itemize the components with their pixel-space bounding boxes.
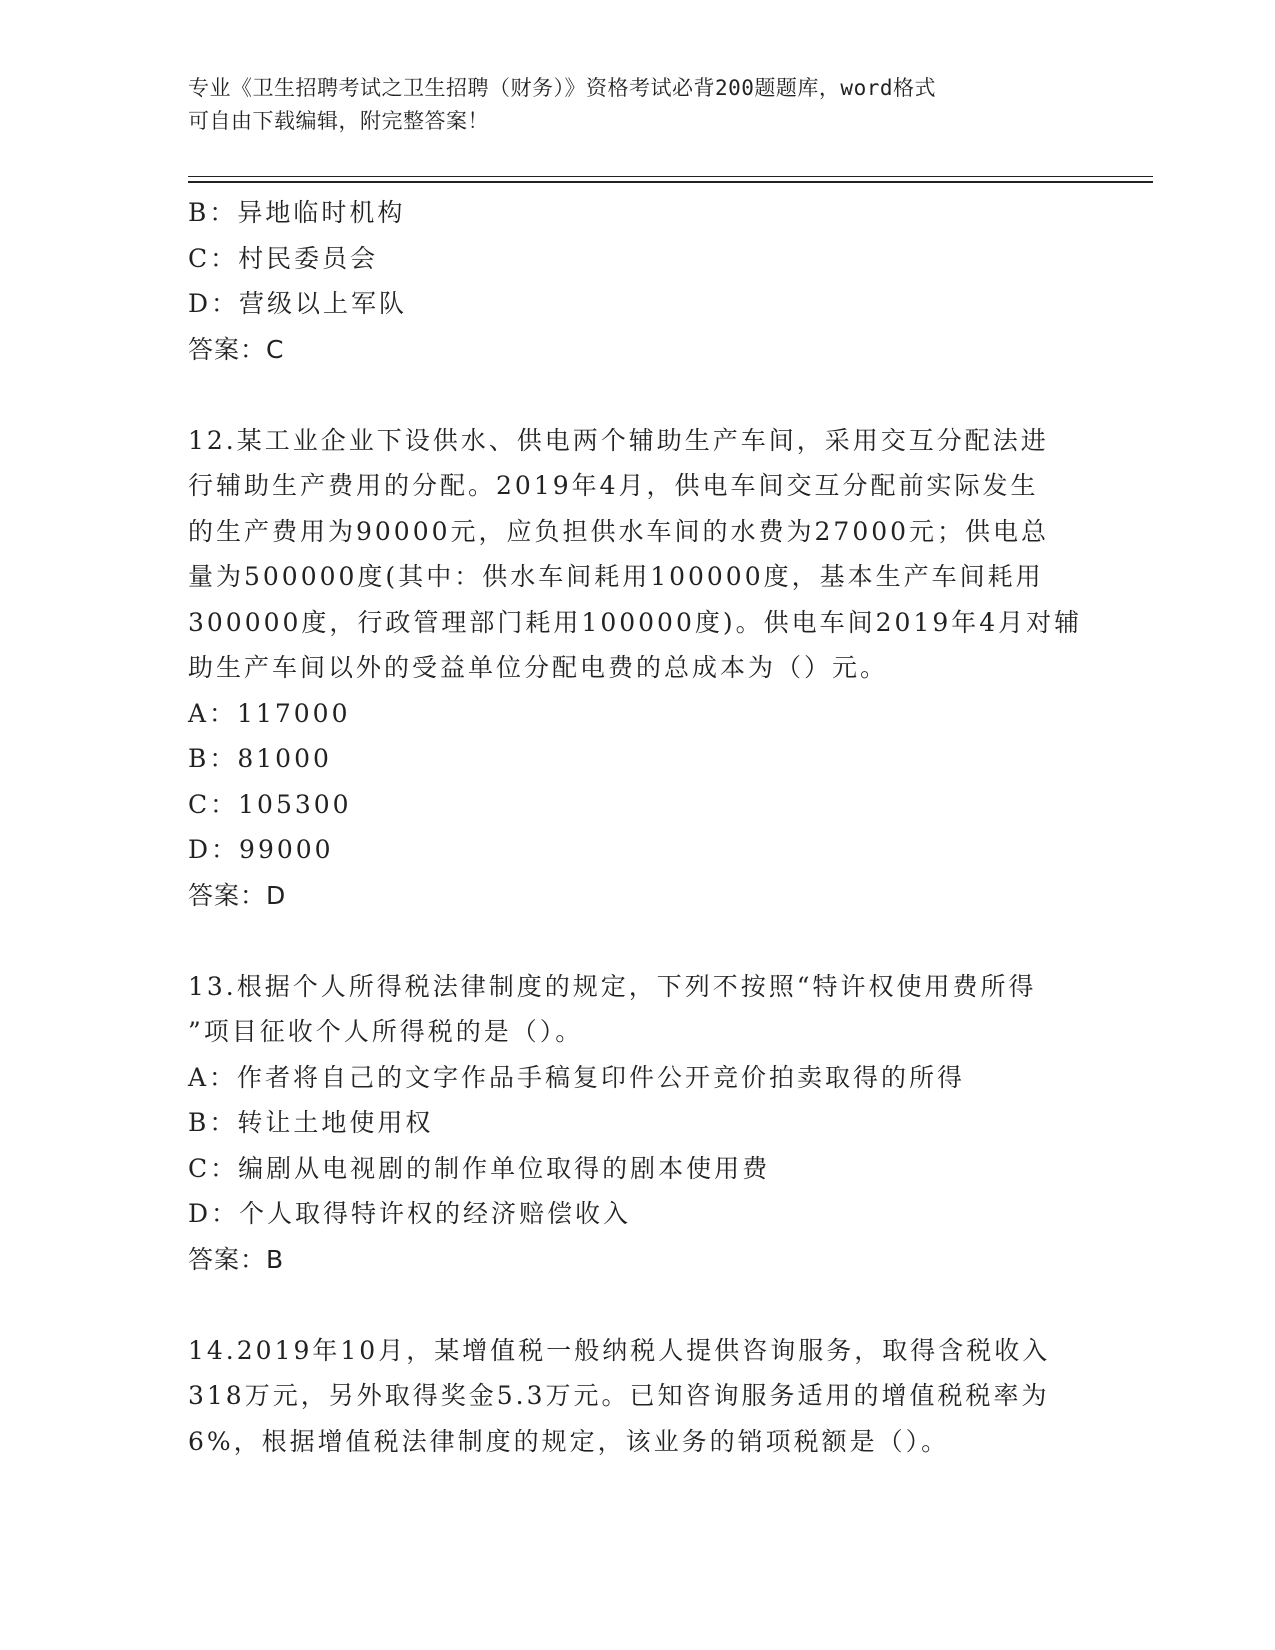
question-text-line: 行辅助生产费用的分配。2019年4月，供电车间交互分配前实际发生 (188, 471, 1039, 500)
question-text-line: 300000度，行政管理部门耗用100000度)。供电车间2019年4月对辅 (188, 607, 1083, 637)
question-12 (188, 418, 1088, 919)
question-14 (188, 1328, 1088, 1465)
question-text-line: 6%，根据增值税法律制度的规定，该业务的销项税额是（）。 (188, 1426, 950, 1456)
option-c: C：105300 (188, 789, 352, 819)
question-text-line: 的生产费用为90000元，应负担供水车间的水费为27000元；供电总 (188, 516, 1050, 546)
answer-line: 答案：B (188, 1244, 285, 1274)
question-11-tail (188, 190, 1088, 372)
option-d: D：个人取得特许权的经济赔偿收入 (188, 1199, 632, 1228)
spacer (188, 1282, 1088, 1328)
header-line-1: 专业《卫生招聘考试之卫生招聘（财务）》资格考试必背200题题库，word格式 (188, 76, 936, 100)
answer-line: 答案：D (188, 880, 287, 910)
header-line-2: 可自由下载编辑，附完整答案！ (188, 109, 489, 133)
question-text-line: 318万元，另外取得奖金5.3万元。已知咨询服务适用的增值税税率为 (188, 1381, 1050, 1410)
header-divider-thin (188, 176, 1153, 177)
option-c: C：村民委员会 (188, 243, 379, 273)
option-d: D：营级以上军队 (188, 289, 408, 318)
option-b: B：异地临时机构 (188, 198, 406, 227)
question-text-line: 助生产车间以外的受益单位分配电费的总成本为（）元。 (188, 653, 889, 682)
option-a: A：117000 (188, 698, 351, 728)
answer-line: 答案：C (188, 334, 285, 364)
question-text-line: 量为500000度(其中：供水车间耗用100000度，基本生产车间耗用 (188, 562, 1044, 591)
option-d: D：99000 (188, 835, 334, 864)
option-b: B：81000 (188, 744, 332, 773)
option-b: B：转让土地使用权 (188, 1108, 434, 1137)
option-c: C：编剧从电视剧的制作单位取得的剧本使用费 (188, 1153, 771, 1183)
question-text-line: 13.根据个人所得税法律制度的规定，下列不按照“特许权使用费所得 (188, 971, 1037, 1001)
question-text-line: ”项目征收个人所得税的是（）。 (188, 1017, 584, 1046)
question-content (188, 190, 1088, 1464)
spacer (188, 918, 1088, 964)
option-a: A：作者将自己的文字作品手稿复印件公开竞价拍卖取得的所得 (188, 1062, 966, 1092)
spacer (188, 372, 1088, 418)
page-header (188, 72, 1068, 138)
question-text-line: 12.某工业企业下设供水、供电两个辅助生产车间，采用交互分配法进 (188, 425, 1049, 455)
header-divider-thick (188, 181, 1153, 183)
question-text-line: 14.2019年10月，某增值税一般纳税人提供咨询服务，取得含税收入 (188, 1335, 1051, 1365)
question-13 (188, 964, 1088, 1283)
